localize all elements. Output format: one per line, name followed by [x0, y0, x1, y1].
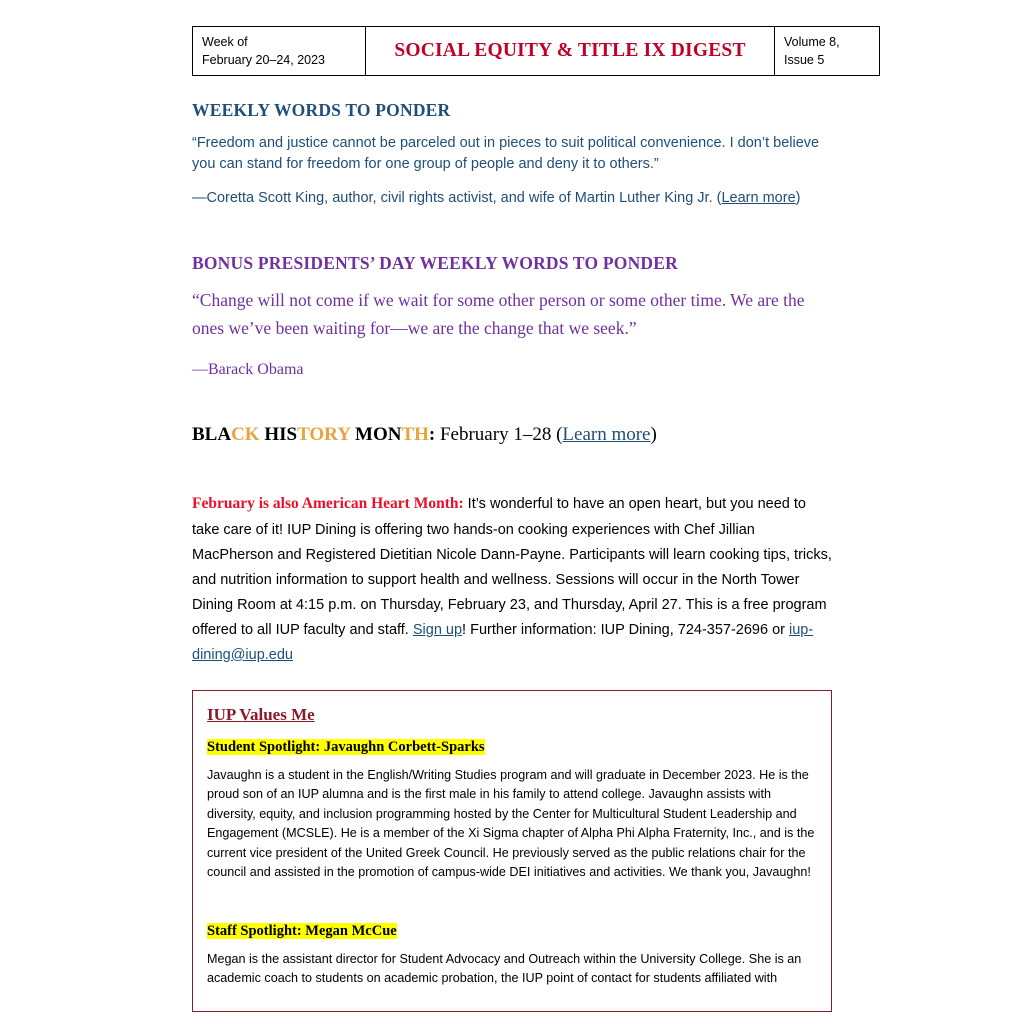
bhm-dates: February 1–28 (	[435, 423, 563, 445]
student-spotlight-label: Student Spotlight:	[207, 738, 321, 755]
bhm-colon: :	[428, 423, 436, 445]
staff-spotlight-name: Megan McCue	[301, 922, 397, 939]
heart-month-lead: February is also American Heart Month:	[192, 495, 464, 513]
bonus-ponder-attribution: —Barack Obama	[192, 360, 304, 378]
black-history-month-line	[192, 423, 832, 448]
weekly-words-attribution	[192, 188, 832, 209]
bhm-part-2: CK	[231, 423, 260, 445]
heart-month-body-1: It’s wonderful to have an open heart, but you need to take care of it! IUP Dining is offering two hands-on cooking experiences with Chef Jillian MacPherson and Registered Dietitian Nicole Dann-Payne. Participants will learn cooking tips, tricks, and nutrition information to support health and wellness. Sessions will occur in the North Tower Dining Room at 4:15 p.m. on Thursday, February 23, and Thursday, April 27. This is a free program offered to all IUP faculty and staff.	[192, 496, 832, 638]
weekly-words-heading: WEEKLY WORDS TO PONDER	[192, 100, 451, 121]
attribution-text-post: )	[795, 190, 801, 207]
bhm-part-3: HIS	[259, 423, 298, 445]
spacer	[192, 389, 832, 423]
masthead-week-label: Week of	[202, 35, 248, 49]
heart-month-body-2: ! Further information: IUP Dining, 724-357-2696 or	[462, 621, 790, 638]
bhm-learn-more-link[interactable]: Learn more	[562, 423, 651, 445]
masthead-volume-cell	[775, 27, 880, 76]
bhm-part-1: BLA	[192, 423, 232, 445]
spacer	[192, 219, 832, 253]
bonus-ponder-quote: “Change will not come if we wait for some other person or some other time. We are the ones we’ve been waiting for—we are the change that we seek.”	[192, 289, 805, 339]
student-spotlight-name: Javaughn Corbett-Sparks	[320, 738, 485, 755]
attribution-text-pre: —Coretta Scott King, author, civil rights activist, and wife of Martin Luther King Jr. (	[192, 190, 722, 207]
spacer	[207, 901, 817, 923]
heart-month-paragraph	[192, 491, 832, 667]
iup-values-me-box	[192, 690, 832, 1012]
masthead-row	[193, 27, 880, 76]
masthead-volume: Volume 8,	[784, 35, 840, 49]
bhm-close-paren: )	[650, 423, 657, 445]
iup-values-me-title[interactable]: IUP Values Me	[207, 704, 315, 724]
spacer	[192, 457, 832, 491]
masthead-week-cell	[193, 27, 366, 76]
heart-month-email-link[interactable]: iup-dining@iup.edu	[192, 621, 814, 663]
student-spotlight-body: Javaughn is a student in the English/Writing Studies program and will graduate in December 2023. He is the proud son of an IUP alumna and is the first male in his family to attend college. Javaughn assists with diversity, equity, and inclusion programming hosted by the Center for Multicultural Student Leadership and Engagement (MCSLE). He is a member of the Xi Sigma chapter of Alpha Phi Alpha Fraternity, Inc., and is the current vice president of the United Greek Council. He previously served as the public relations chair for the council and assisted in the promotion of campus-wide DEI initiatives and activities. We thank you, Javaughn!	[207, 767, 815, 880]
heart-month-signup-link[interactable]: Sign up	[412, 621, 463, 638]
masthead-week-dates: February 20–24, 2023	[202, 53, 326, 68]
bhm-part-4: TORY	[297, 423, 351, 445]
masthead-title-cell	[366, 27, 775, 76]
weekly-words-quote: “Freedom and justice cannot be parceled out in pieces to suit political convenience. I don’t believe you can stand for freedom for one group of people and deny it to others.”	[192, 135, 820, 172]
staff-spotlight-label: Staff Spotlight:	[207, 922, 302, 939]
page-title: SOCIAL EQUITY & TITLE IX DIGEST	[394, 40, 746, 62]
weekly-words-learn-more-link[interactable]: Learn more	[721, 190, 796, 207]
masthead	[192, 26, 880, 76]
masthead-issue: Issue 5	[784, 53, 825, 68]
staff-spotlight-body: Megan is the assistant director for Student Advocacy and Outreach within the University College. She is an academic coach to students on academic probation, the IUP point of contact for students affiliated with	[207, 951, 802, 986]
bhm-part-5: MON	[350, 423, 402, 445]
student-spotlight-heading	[207, 739, 817, 756]
bonus-ponder-heading: BONUS PRESIDENTS’ DAY WEEKLY WORDS TO PONDER	[192, 252, 678, 273]
staff-spotlight-heading	[207, 923, 817, 940]
bhm-part-6: TH	[401, 423, 429, 445]
